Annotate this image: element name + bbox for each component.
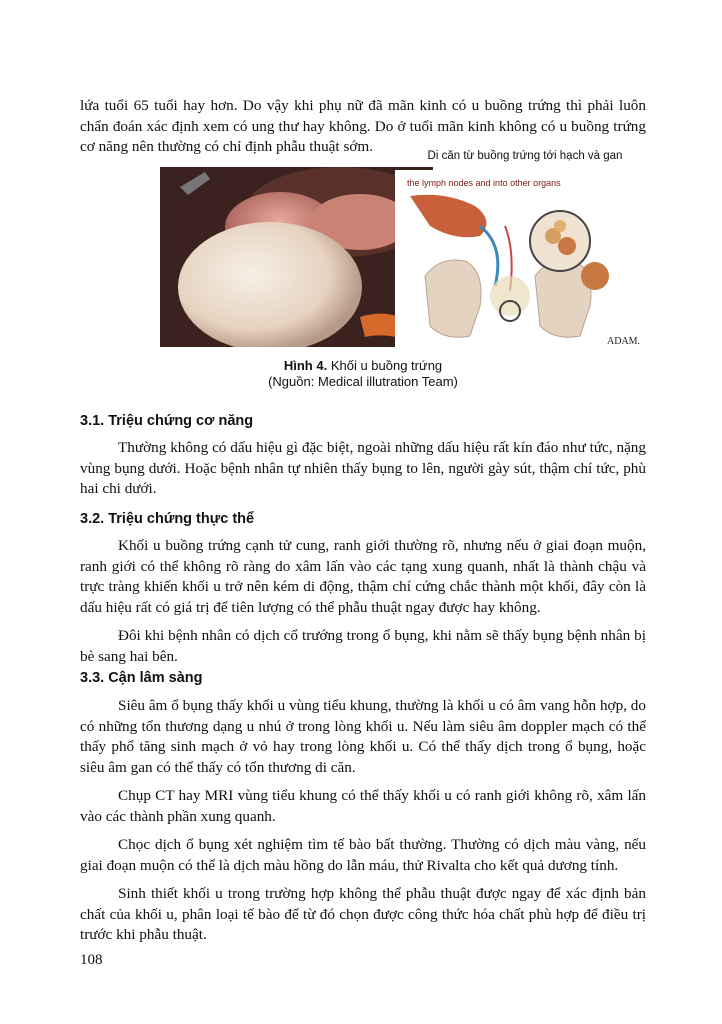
illustration-text: the lymph nodes and into other organs bbox=[407, 178, 561, 188]
section-heading-3-2: 3.2. Triệu chứng thực thể bbox=[80, 511, 255, 527]
section-3-3-body bbox=[80, 696, 646, 946]
intro-paragraph: lứa tuổi 65 tuổi hay hơn. Do vậy khi phụ nữ đã mãn kinh có u buồng trứng thì phải luôn chẩn đoán xác định xem có ung thư hay không. Do ở tuổi mãn kinh không có u buồng trứng cơ năng nên thường có chỉ định phẫu thuật sớm. bbox=[80, 97, 646, 155]
section-3-2-body bbox=[80, 536, 646, 667]
metastasis-illustration bbox=[385, 150, 665, 350]
section-3-1-body bbox=[80, 438, 646, 500]
adam-logo: ADAM. bbox=[607, 336, 641, 347]
caption-text: Khối u buồng trứng bbox=[330, 358, 443, 373]
paragraph: Chọc dịch ổ bụng xét nghiệm tìm tế bào bất thường. Thường có dịch màu vàng, nếu giai đoạn muộn có thể là dịch màu hồng do lẫn máu, thử Rivalta cho kết quả dương tính. bbox=[80, 836, 646, 874]
page-number: 108 bbox=[80, 952, 103, 968]
paragraph: Siêu âm ổ bụng thấy khối u vùng tiểu khung, thường là khối u có âm vang hỗn hợp, do có những tổn thương dạng u nhú ở trong lòng khối u. Nếu làm siêu âm doppler mạch có thể thấy phổ tăng sinh mạch ở vỏ hay trong lòng khối u. Có thể thấy dịch trong ổ bụng, hoặc siêu âm gan có thể thấy có tổn thương di căn. bbox=[80, 697, 646, 776]
section-heading-3-1: 3.1. Triệu chứng cơ năng bbox=[80, 413, 254, 429]
caption-label: Hình 4. bbox=[283, 358, 328, 373]
paragraph: Chụp CT hay MRI vùng tiểu khung có thể thấy khối u có ranh giới không rõ, xâm lấn vào các thành phần xung quanh. bbox=[80, 787, 646, 825]
section-heading-3-3: 3.3. Cận lâm sàng bbox=[80, 670, 203, 686]
caption-source: (Nguồn: Medical illutration Team) bbox=[268, 374, 458, 389]
paragraph: Thường không có dấu hiệu gì đặc biệt, ngoài những dấu hiệu rất kín đáo như tức, nặng vùng bụng dưới. Hoặc bệnh nhân tự nhiên thấy bụng to lên, người gày sút, thậm chí tức, phù hai chi dưới. bbox=[80, 439, 646, 497]
figure-4 bbox=[80, 150, 646, 400]
illustration-title: Di căn từ buồng trứng tới hạch và gan bbox=[427, 150, 623, 162]
figure-caption bbox=[80, 358, 646, 390]
paragraph: Đôi khi bệnh nhân có dịch cổ trướng trong ổ bụng, khi nằm sẽ thấy bụng bệnh nhân bị bè sang hai bên. bbox=[80, 627, 646, 665]
paragraph: Khối u buồng trứng cạnh tử cung, ranh giới thường rõ, nhưng nếu ở giai đoạn muộn, ranh giới có thể không rõ ràng do xâm lấn vào các tạng xung quanh, nhất là thành chậu và trực tràng khiến khối u trở nên kém di động, thậm chí cứng chắc thành một khối, đây còn là dấu hiệu rất có giá trị để tiên lượng có thể phẫu thuật ngay được hay không. bbox=[80, 537, 646, 616]
paragraph: Sinh thiết khối u trong trường hợp không thể phẫu thuật được ngay để xác định bản chất của khối u, phân loại tế bào để từ đó chọn được công thức hóa chất phù hợp để điều trị trước khi phẫu thuật. bbox=[80, 885, 646, 943]
